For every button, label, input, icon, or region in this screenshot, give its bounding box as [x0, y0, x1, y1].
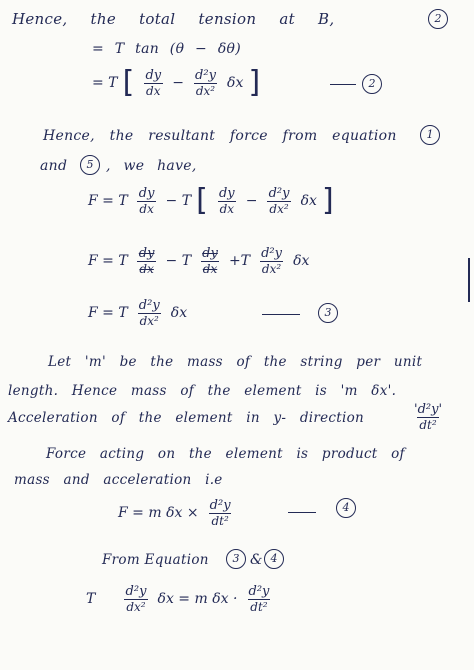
- equation-ref-3: 3: [226, 549, 246, 569]
- minus-T: − T: [165, 253, 192, 269]
- equation-F-1: [88, 183, 334, 218]
- equation-F-3: [88, 298, 187, 328]
- line-from-equation: From Equation: [102, 552, 209, 568]
- dash-line: [262, 314, 300, 315]
- plus-T: +T: [228, 253, 251, 269]
- equation-ref-4: 4: [264, 549, 284, 569]
- delta-x: δx: [293, 253, 310, 269]
- page-edge-mark: [468, 258, 470, 302]
- equation-2: [92, 65, 261, 100]
- equation-tag-2: 2: [362, 74, 382, 94]
- line-mass-acceleration: mass and acceleration i.e: [14, 472, 223, 488]
- ampersand: &: [250, 552, 263, 568]
- fraction-d2y-dt2: $\frac{\text{'d²y'}}{\text{dt²}}$: [414, 402, 443, 432]
- line-force-acting: Force acting on the element is product of: [46, 446, 405, 462]
- line-length-mass: length. Hence mass of the element is 'm δx'.: [8, 383, 397, 399]
- equation-ref-5: 5: [80, 155, 100, 175]
- fraction-d2y-dx2: $\frac{\text{d²y}}{\text{dx²}}$: [125, 584, 147, 614]
- equation-tan: = T tan (θ − δθ): [92, 41, 242, 57]
- final-mid: δx = m δx ·: [157, 591, 238, 607]
- right-bracket: ]: [248, 65, 261, 100]
- eq-lhs: T: [86, 591, 96, 607]
- eq-lhs: F = T: [88, 193, 128, 209]
- delta-x: δx: [300, 193, 317, 209]
- minus-sign: −: [245, 193, 258, 209]
- equation-ref-1: 1: [420, 125, 440, 145]
- final-equation: [86, 584, 275, 614]
- delta-x: δx: [227, 75, 244, 91]
- minus-T: − T: [165, 193, 192, 209]
- page-number-circle: 2: [428, 9, 448, 29]
- fraction-dy-dx: $\frac{dy}{dx}$: [145, 68, 162, 98]
- fraction-d2y-dt2: $\frac{\text{d²y}}{\text{dt²}}$: [209, 498, 231, 528]
- fraction-d2y-dx2: $\frac{\text{d²y}}{\text{dx²}}$: [268, 186, 290, 216]
- dash-line: [330, 84, 356, 85]
- left-bracket: [: [196, 183, 208, 218]
- equation-4: [118, 498, 237, 528]
- line-total-tension: Hence, the total tension at B,: [12, 10, 335, 28]
- right-bracket: ]: [321, 183, 334, 218]
- eq-lhs: F = T: [88, 253, 128, 269]
- acceleration-expression: [408, 402, 448, 432]
- line-acceleration: Acceleration of the element in y- direction: [8, 410, 365, 426]
- eq-lhs: F = T: [88, 305, 128, 321]
- fraction-dy-dx-cancelled: $\frac{dy}{dx}$: [138, 246, 155, 276]
- fraction-d2y-dt2: $\frac{\text{d²y}}{\text{dt²}}$: [248, 584, 270, 614]
- line-resultant-force: Hence, the resultant force from equation: [43, 128, 397, 144]
- eq2-lhs: = T: [92, 75, 118, 91]
- fraction-d2y-dx2: $\frac{\text{d²y}}{\text{dx²}}$: [138, 298, 160, 328]
- fraction-d2y-dx2: $\frac{\text{d²y}}{\text{dx²}}$: [195, 68, 216, 98]
- line-mass-per-unit: Let 'm' be the mass of the string per unit: [48, 354, 423, 370]
- line-we-have: , we have,: [106, 158, 197, 174]
- fraction-dy-dx-cancelled: $\frac{dy}{dx}$: [202, 246, 218, 276]
- left-bracket: [: [122, 65, 135, 100]
- fraction-d2y-dx2: $\frac{\text{d²y}}{\text{dx²}}$: [261, 246, 282, 276]
- dash-line: [288, 512, 316, 513]
- fraction-dy-dx: $\frac{dy}{dx}$: [218, 186, 235, 216]
- fraction-dy-dx: $\frac{dy}{dx}$: [138, 186, 155, 216]
- equation-F-2: [88, 246, 309, 276]
- minus-sign: −: [172, 75, 184, 91]
- equation-tag-4: 4: [336, 498, 356, 518]
- line-and: and: [40, 158, 68, 174]
- delta-x: δx: [170, 305, 188, 321]
- eq-lhs: F = m δx ×: [118, 505, 199, 521]
- equation-tag-3: 3: [318, 303, 338, 323]
